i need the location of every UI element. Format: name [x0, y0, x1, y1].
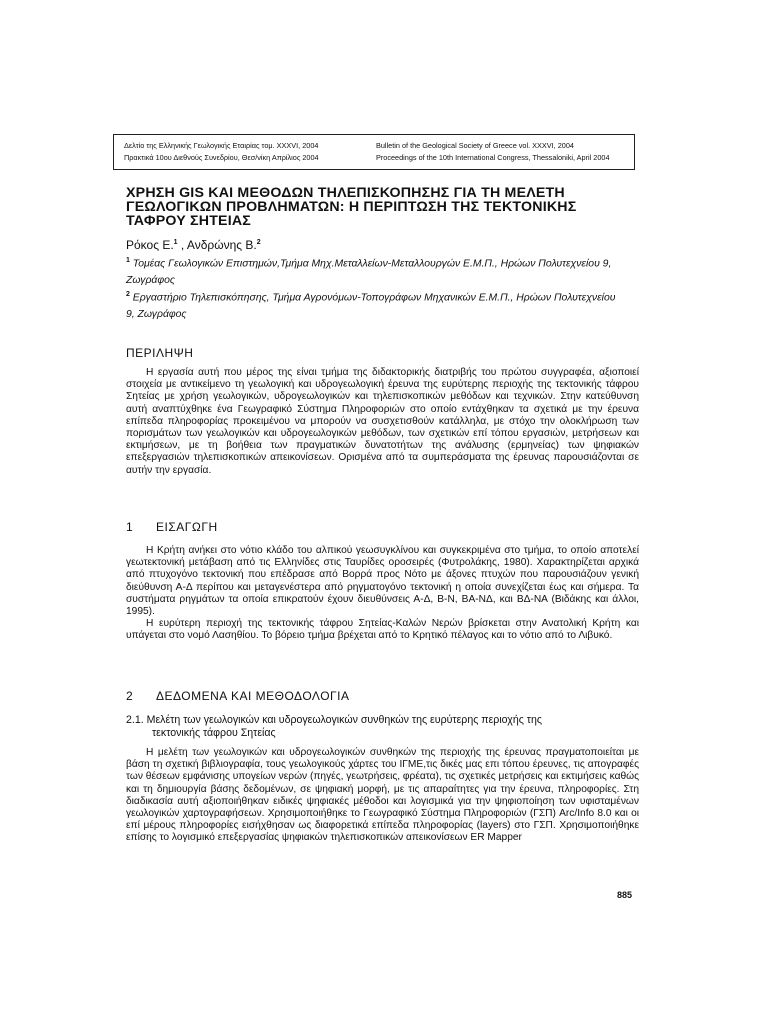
- affiliation-2-mark: 2: [126, 291, 130, 298]
- abstract-paragraph: Η εργασία αυτή που μέρος της είναι τμήμα της διδακτορικής διατριβής του πρώτου συγγραφέα, αξιοποιεί στοιχεία με αντικείμενο τη γεωλογική και υδρογεωλογική έρευνα της ευρύτερης περιοχής της τεκτονικής τάφρου Σητείας με χρήση γεωλογικών, υδρογεωλογικών και τηλεπισκοπικών μεθόδων και τεχνικών. Στην κατεύθυνση αυτή αναπτύχθηκε ένα Γεωγραφικό Σύστημα Πληροφοριών στο οποίο εντάχθηκαν τα σχετικά με την έρευνα επίπεδα πληροφορίας προκειμένου να μπορούν να συσχετισθούν κατάλληλα, με στόχο την ολοκλήρωση των πορισμάτων των γεωλογικών και υδρογεωλογικών μεθόδων, των σχετικών επί τόπου εργασιών, μετρήσεων και εκτιμήσεων, με τη βοήθεια των πραγματικών δυνατοτήτων της ανάλυσης (ερμηνείας) των ψηφιακών επεξεργασιών τηλεπισκοπικών απεικονίσεων. Ορισμένα από τα συμπεράσματα της έρευνας παρουσιάζονται σε αυτήν την εργασία.: [126, 367, 639, 476]
- journal-header-greek: [124, 140, 319, 164]
- data-section-title: ΔΕΔΟΜΕΝΑ ΚΑΙ ΜΕΘΟΔΟΛΟΓΙΑ: [156, 689, 350, 703]
- journal-header-box: [113, 134, 635, 170]
- data-section-number: 2: [126, 689, 134, 703]
- author-1-mark: 1: [173, 239, 178, 246]
- subsection-heading-line1: 2.1. Μελέτη των γεωλογικών και υδρογεωλογικών συνθηκών της ευρύτερης περιοχής της: [126, 714, 542, 726]
- abstract-heading: ΠΕΡΙΛΗΨΗ: [126, 346, 194, 360]
- data-paragraph: Η μελέτη των γεωλογικών και υδρογεωλογικών συνθηκών της περιοχής της έρευνας πραγματοποιείται με βάση τη σχετική βιβλιογραφία, τους γεωλογικούς χάρτες του ΙΓΜΕ,τις δικές μας επι τόπου έρευνες, τις απογραφές των θέσεων εμφάνισης υπογείων νερών (πηγές, γεωτρήσεις, φρέατα), τις σχετικές μετρήσεις και εκτιμήσεις καθώς και τη δημιουργία βάσης δεδομένων, σε ψηφιακή μορφή, με τις απαραίτητες για την έρευνα, πληροφορίες. Στη διαδικασία αυτή αξιοποιήθηκαν ειδικές ψηφιακές μέθοδοι και λογισμικά για την ψηφιοποίηση των υφισταμένων γεωλογικών χαρτογραφήσεων. Χρησιμοποιήθηκε το Γεωγραφικό Σύστημα Πληροφοριών (ΓΣΠ) Arc/Info 8.0 και οι επί μέρους πληροφορίες εισήχθησαν ως διαφορετικά επίπεδα πληροφορίας (layers) στο ΓΣΠ. Χρησιμοποιήθηκε επίσης το λογισμικό επεξεργασίας ψηφιακών τηλεπισκοπικών απεικονίσεων ER Mapper: [126, 747, 639, 844]
- intro-section-number: 1: [126, 520, 134, 534]
- journal-header-english: [376, 140, 610, 164]
- intro-section-title: ΕΙΣΑΓΩΓΗ: [156, 520, 218, 534]
- subsection-heading-line2: τεκτονικής τάφρου Σητείας: [152, 727, 276, 739]
- affiliation-2-text: Εργαστήριο Τηλεπισκόπησης, Τμήμα Αγρονόμων-Τοπογράφων Μηχανικών Ε.Μ.Π., Ηρώων Πολυτεχνείου 9, Ζωγράφος: [126, 292, 616, 321]
- intro-paragraph-2: Η ευρύτερη περιοχή της τεκτονικής τάφρου Σητείας-Καλών Νερών βρίσκεται στην Ανατολική Κρήτη και υπάγεται στο νομό Λασηθίου. Το βόρειο τμήμα βρέχεται από το Κρητικό πέλαγος και το νότιο από το Λιβυκό.: [126, 618, 639, 642]
- affiliation-1: [126, 252, 626, 289]
- intro-heading: [126, 520, 218, 534]
- header-right-line2: Proceedings of the 10th International Congress, Thessaloniki, April 2004: [376, 153, 610, 162]
- author-2-mark: 2: [256, 239, 261, 246]
- affiliation-2: [126, 286, 626, 323]
- abstract-body: [126, 367, 639, 477]
- author-2: Ανδρώνης Β.: [186, 238, 257, 252]
- subsection-heading: [126, 714, 639, 740]
- author-1: Ρόκος Ε.: [126, 238, 174, 252]
- data-body: [126, 747, 639, 845]
- paper-title: ΧΡΗΣΗ GIS ΚΑΙ ΜΕΘΟΔΩΝ ΤΗΛΕΠΙΣΚΟΠΗΣΗΣ ΓΙΑ ΤΗ ΜΕΛΕΤΗ ΓΕΩΛΟΓΙΚΩΝ ΠΡΟΒΛΗΜΑΤΩΝ: Η ΠΕΡΙΠΤΩΣΗ ΤΗΣ ΤΕΚΤΟΝΙΚΗΣ ΤΑΦΡΟΥ ΣΗΤΕΙΑΣ: [126, 185, 577, 229]
- page-number: 885: [617, 890, 633, 900]
- header-left-line2: Πρακτικά 10ου Διεθνούς Συνεδρίου, Θεσ/νίκη Απρίλιος 2004: [124, 153, 319, 162]
- affiliation-1-mark: 1: [126, 257, 130, 264]
- data-heading: [126, 689, 349, 703]
- intro-body: [126, 545, 639, 643]
- author-list: [126, 238, 261, 252]
- header-right-line1: Bulletin of the Geological Society of Greece vol. XXXVI, 2004: [376, 141, 574, 150]
- header-left-line1: Δελτίο της Ελληνικής Γεωλογικής Εταιρίας τομ. XXXVI, 2004: [124, 141, 319, 150]
- author-separator: ,: [177, 238, 187, 252]
- affiliation-1-text: Τομέας Γεωλογικών Επιστημών,Τμήμα Μηχ.Μεταλλείων-Μεταλλουργών Ε.Μ.Π., Ηρώων Πολυτεχνείου 9, Ζωγράφος: [126, 258, 612, 287]
- intro-paragraph-1: Η Κρήτη ανήκει στο νότιο κλάδο του αλπικού γεωσυγκλίνου και συγκεκριμένα στο τμήμα, το οποίο αποτελεί γεωτεκτονική μετάβαση από τις Ελληνίδες στις Ταυρίδες οροσειρές (Φυτρολάκης, 1980). Χαρακτηρίζεται αρχικά από πτυχογόνο τεκτονική που επέδρασε από Βορρά προς Νότο με άξονες πτυχών που παρουσιάζουν γενική διεύθυνση Α-Δ περίπου και μεταγενέστερα από ρηγματογόνο τεκτονική η οποία συνεχίζεται έως και σήμερα. Τα συστήματα ρηγμάτων τα οποία επικρατούν έχουν διευθύνσεις Α-Δ, Β-Ν, ΒΑ-ΝΔ, και ΒΔ-ΝΑ (Βιδάκης και άλλοι, 1995).: [126, 545, 639, 618]
